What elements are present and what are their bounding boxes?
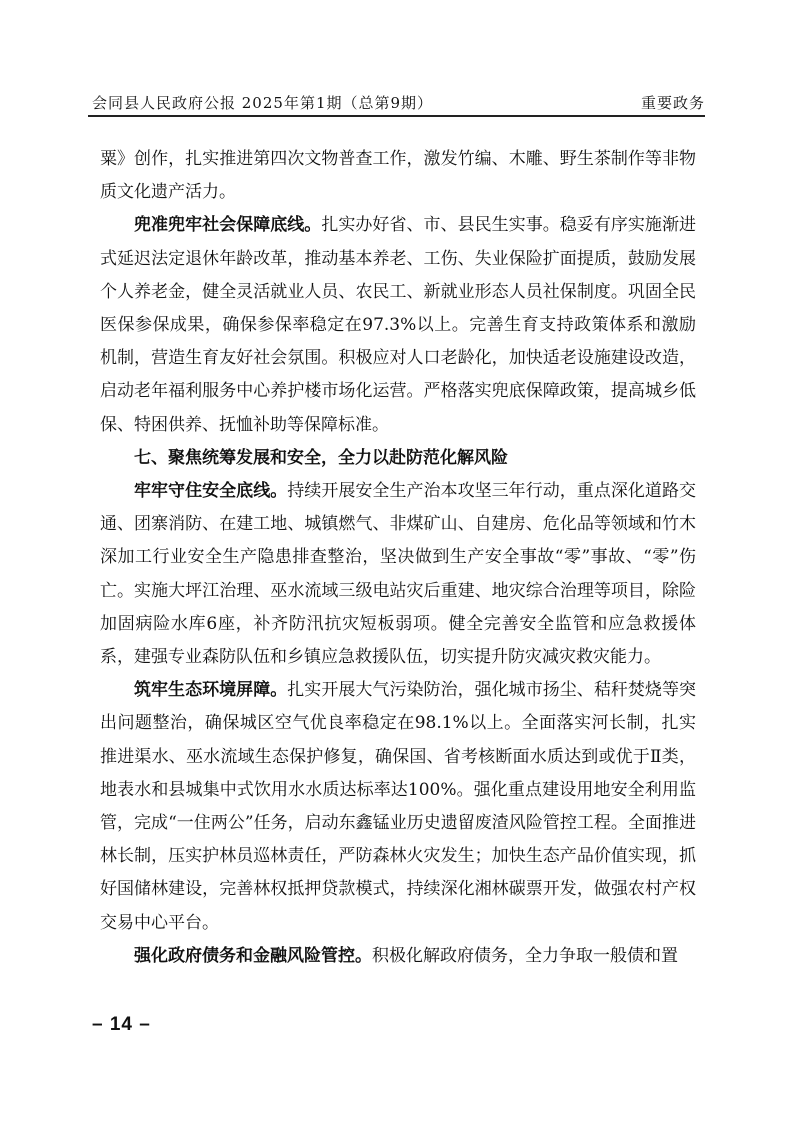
paragraph-lead: 牢牢守住安全底线。 <box>134 481 288 502</box>
paragraph-social-security <box>100 209 696 441</box>
paragraph-ecology <box>100 674 696 940</box>
page-number: – 14 – <box>92 1014 151 1035</box>
paragraph-lead: 兜准兜牢社会保障底线。 <box>134 215 322 236</box>
paragraph-text: 扎实开展大气污染防治，强化城市扬尘、秸秆焚烧等突出问题整治，确保城区空气优良率稳定在98.1%以上。全面落实河长制，扎实推进渠水、巫水流域生态保护修复，确保国、省考核断面水质达到或优于Ⅱ类，地表水和县城集中式饮用水水质达标率达100%。强化重点建设用地安全利用监管，完成“一住两公”任务，启动东鑫锰业历史遗留废渣风险管控工程。全面推进林长制，压实护林员巡林责任，严防森林火灾发生；加快生态产品价值实现，抓好国储林建设，完善林权抵押贷款模式，持续深化湘林碳票开发，做强农村产权交易中心平台。 <box>100 680 696 933</box>
section-label: 重要政务 <box>640 94 705 112</box>
paragraph-text: 持续开展安全生产治本攻坚三年行动，重点深化道路交通、团寨消防、在建工地、城镇燃气、非煤矿山、自建房、危化品等领域和竹木深加工行业安全生产隐患排查整治，坚决做到生产安全事故“零”事故、“零”伤亡。实施大坪江治理、巫水流域三级电站灾后重建、地灾综合治理等项目，除险加固病险水库6座，补齐防汛抗灾短板弱项。健全完善安全监管和应急救援体系，建强专业森防队伍和乡镇应急救援队伍，切实提升防灾减灾救灾能力。 <box>100 481 696 668</box>
paragraph-text: 扎实办好省、市、县民生实事。稳妥有序实施渐进式延迟法定退休年龄改革，推动基本养老、工伤、失业保险扩面提质，鼓励发展个人养老金，健全灵活就业人员、农民工、新就业形态人员社保制度。巩固全民医保参保成果，确保参保率稳定在97.3%以上。完善生育支持政策体系和激励机制，营造生育友好社会氛围。积极应对人口老龄化，加快适老设施建设改造，启动老年福利服务中心养护楼市场化运营。严格落实兜底保障政策，提高城乡低保、特困供养、抚恤补助等保障标准。 <box>100 215 696 435</box>
document-body <box>100 143 696 973</box>
section-heading-7: 七、聚焦统筹发展和安全，全力以赴防范化解风险 <box>134 447 508 468</box>
paragraph-lead: 筑牢生态环境屏障。 <box>134 680 288 701</box>
paragraph-debt-risk <box>100 940 696 973</box>
paragraph-lead: 强化政府债务和金融风险管控。 <box>134 945 372 966</box>
header-divider <box>88 115 705 117</box>
bulletin-title: 会同县人民政府公报 2025年第1期（总第9期） <box>92 94 434 112</box>
page-header <box>92 86 705 114</box>
paragraph-safety <box>100 475 696 674</box>
paragraph-text: 积极化解政府债务，全力争取一般债和置 <box>372 945 678 966</box>
paragraph-continued: 粟》创作，扎实推进第四次文物普查工作，激发竹编、木雕、野生茶制作等非物质文化遗产活力。 <box>100 149 696 203</box>
